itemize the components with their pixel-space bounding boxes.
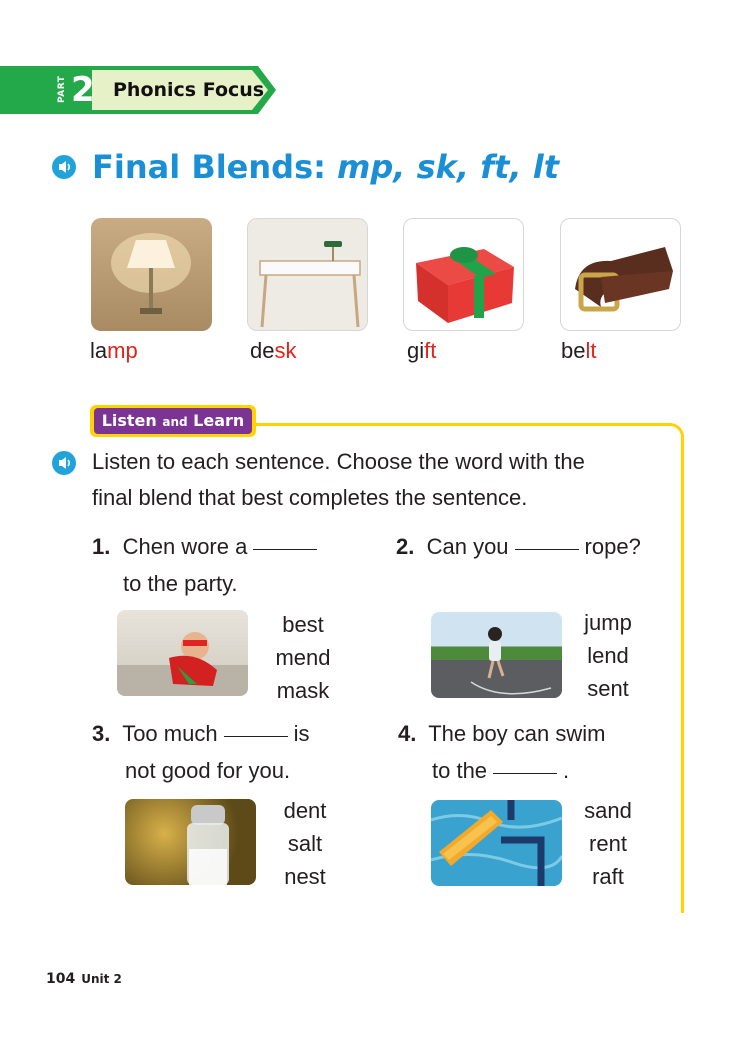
choice-mask[interactable]: mask bbox=[276, 678, 330, 703]
part-label: PART bbox=[57, 75, 67, 103]
heading-prefix: Final Blends: bbox=[92, 148, 338, 186]
choice-lend[interactable]: lend bbox=[587, 643, 629, 668]
choices-2 bbox=[568, 606, 648, 705]
vocab-word-desk: desk bbox=[250, 338, 297, 363]
question-3: 3. Too much is bbox=[92, 721, 310, 746]
choice-raft[interactable]: raft bbox=[592, 864, 624, 889]
choices-3 bbox=[264, 794, 346, 893]
page-heading bbox=[92, 147, 559, 187]
choice-salt[interactable]: salt bbox=[287, 831, 323, 856]
desk-image bbox=[247, 218, 368, 331]
audio-speaker-icon[interactable] bbox=[52, 155, 76, 179]
unit-label: Unit 2 bbox=[81, 972, 122, 986]
question-1: 1. Chen wore a bbox=[92, 528, 323, 565]
pool-raft-image bbox=[431, 800, 562, 886]
gift-image bbox=[403, 218, 524, 331]
question-2: 2. Can you rope? bbox=[396, 534, 641, 559]
lamp-image bbox=[91, 218, 212, 331]
vocab-word-lamp: lamp bbox=[90, 338, 138, 363]
choice-rent[interactable]: rent bbox=[589, 831, 627, 856]
choice-sand[interactable]: sand bbox=[584, 798, 632, 823]
salt-shaker-image bbox=[125, 799, 256, 885]
listen-and-learn-label: Listen and Learn bbox=[101, 411, 245, 430]
audio-speaker-icon[interactable] bbox=[52, 451, 76, 475]
question-4-line-2: to the . bbox=[432, 758, 570, 783]
vocab-word-gift: gift bbox=[407, 338, 437, 363]
girl-jumping-rope-image bbox=[431, 612, 562, 698]
vocab-word-belt: belt bbox=[561, 338, 597, 363]
choice-sent[interactable]: sent bbox=[587, 676, 629, 701]
belt-image bbox=[560, 218, 681, 331]
choice-nest[interactable]: nest bbox=[284, 864, 326, 889]
choices-4 bbox=[568, 794, 648, 893]
answer-blank[interactable] bbox=[224, 736, 288, 737]
instructions-line-2: final blend that best completes the sentence. bbox=[92, 485, 528, 510]
choice-mend[interactable]: mend bbox=[275, 645, 331, 670]
answer-blank[interactable] bbox=[253, 549, 317, 550]
kid-with-mask-image bbox=[117, 610, 248, 696]
instructions-line-1: Listen to each sentence. Choose the word with the bbox=[92, 449, 585, 474]
choices-1 bbox=[262, 608, 344, 707]
choice-best[interactable]: best bbox=[282, 612, 324, 637]
question-3-line-2: not good for you. bbox=[125, 758, 291, 783]
part-number: 2 bbox=[71, 70, 95, 110]
page-number: 104 bbox=[46, 971, 76, 987]
heading-blends: mp, sk, ft, lt bbox=[337, 148, 559, 186]
choice-dent[interactable]: dent bbox=[283, 798, 327, 823]
question-4: 4. The boy can swim bbox=[398, 721, 606, 746]
page-footer bbox=[46, 971, 122, 987]
section-title: Phonics Focus bbox=[113, 79, 265, 101]
question-1-line-2: to the party. bbox=[123, 571, 238, 596]
answer-blank[interactable] bbox=[515, 549, 579, 550]
answer-blank[interactable] bbox=[493, 773, 557, 774]
choice-jump[interactable]: jump bbox=[584, 610, 632, 635]
